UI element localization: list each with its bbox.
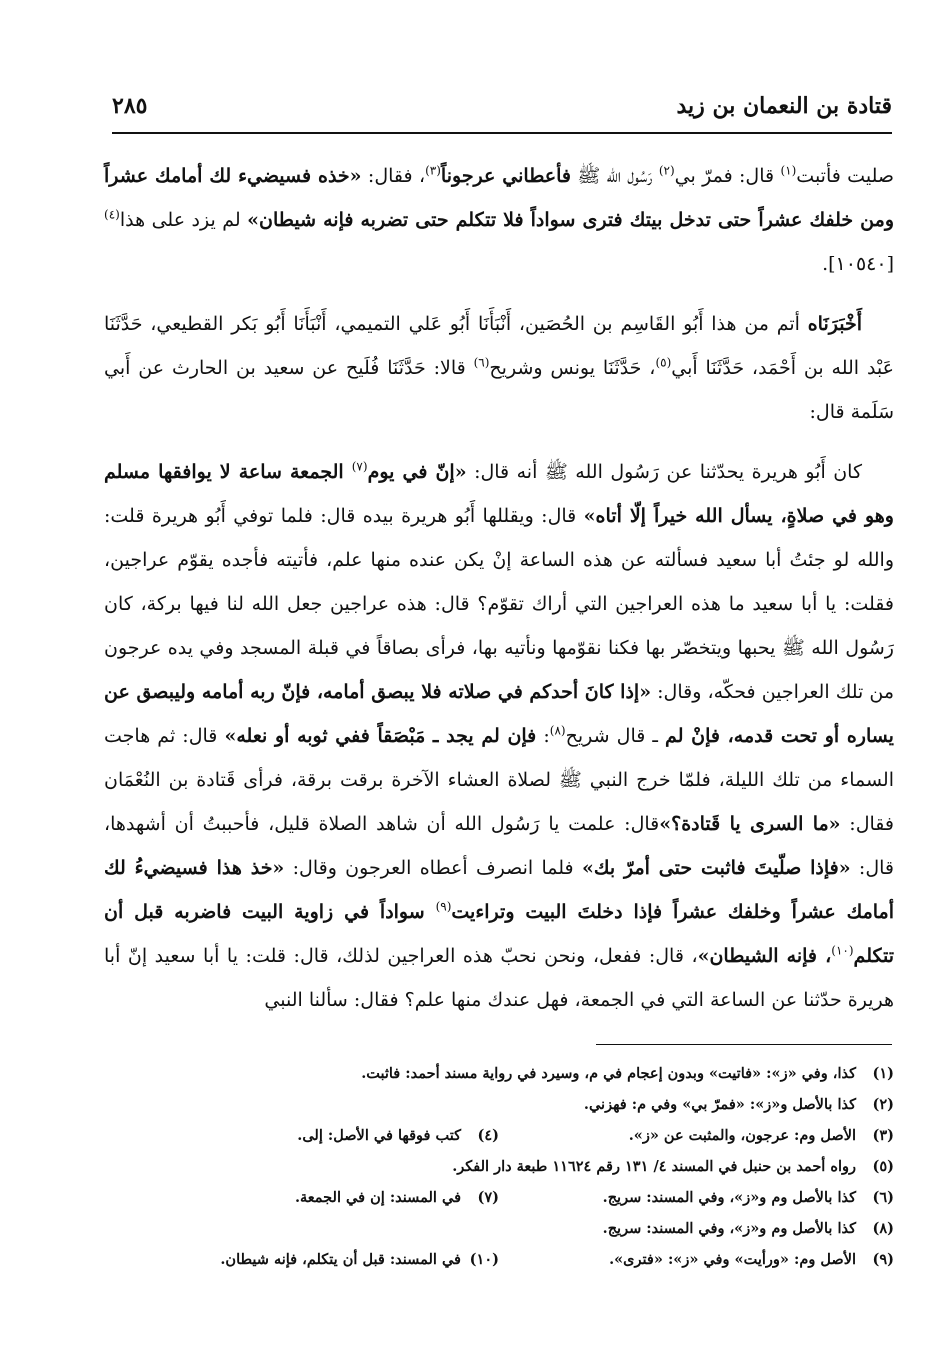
footnote-ref: (٣) xyxy=(425,163,441,178)
text-run: كان أَبُو هريرة يحدّثنا عن رَسُول الله ﷺ أنه قال: xyxy=(466,461,863,483)
text-run: صليت فأتبت xyxy=(796,165,894,187)
footnote-ref: (٥) xyxy=(655,355,672,370)
text-run: قال: علمت يا رَسُول الله أن شاهد الصلاة قليل، فأحببتُ أن أشهدها، قال: xyxy=(104,813,894,879)
text-run: أتم من هذا أَبُو القَاسِم بن الحُصَين، أَنْبَأَنَا أَبُو عَلي التميمي، أَنْبَأَنَا أَبُو بَكر القطيعي، حَدَّثَنَا عَبْد الله بن أَحْمَد، حَدَّثَنَا أَبي xyxy=(104,313,894,379)
page-number: ٢٨٥ xyxy=(112,93,148,119)
text-run: ، قال: ففعل، ونحن نحبّ هذه العراجين لذلك، قال: قلت: يا أبا سعيد إنّ أبا هريرة حدّثنا عن الساعة التي في الجمعة، فهل عندك منها علم؟ فقال: سألنا النبي xyxy=(104,945,894,1011)
footnote-number: (٢) xyxy=(872,1096,894,1113)
footnote xyxy=(104,1127,499,1144)
footnote-text: في المسند: قبل أن يتكلم، فإنه شيطان. xyxy=(220,1251,461,1268)
footnote-text: الأصل وم: عرجون، والمثبت عن «ز». xyxy=(628,1127,856,1144)
footnote-text: رواه أحمد بن حنبل في المسند ٤/ ١٣١ رقم ١١٦٢٤ طبعة دار الفكر. xyxy=(452,1158,856,1175)
footnote-ref: (٧) xyxy=(351,459,368,474)
footnote-number: (١٠) xyxy=(469,1251,499,1268)
text-run: «خذه فسيضيء لك أمامك عشراً ومن خلفك عشراً حتى تدخل بيتك فترى سواداً فلا تتكلم حتى تضربه فإنه شيطان» xyxy=(104,165,894,231)
text-run: سواداً في زاوية البيت فاضربه قبل أن تتكلم xyxy=(104,901,894,967)
footnote-number: (٩) xyxy=(872,1251,894,1268)
text-run: لم يزد على هذا xyxy=(119,209,248,231)
page-header xyxy=(112,88,892,124)
paragraph xyxy=(104,154,894,286)
footnote-ref: (٢) xyxy=(658,163,675,178)
footnote-text: في المسند: إن في الجمعة. xyxy=(294,1189,461,1206)
footnote-ref: (٦) xyxy=(473,355,490,370)
footnote-row xyxy=(104,1244,894,1275)
footnote-text: كذا بالأصل وم و«ز»، وفي المسند: سريج. xyxy=(602,1189,856,1206)
footnote-row xyxy=(104,1151,894,1182)
text-run: : xyxy=(536,725,550,747)
text-run: فأعطاني عرجوناً xyxy=(440,165,572,187)
footnote-text: الأصل وم: «ورأيت» وفي «ز»: «فترى». xyxy=(609,1251,856,1268)
text-run: الجمعة ساعة لا يوافقها مسلم وهو في صلاةٍ، يسأل الله خيراً إلّا أتاه» xyxy=(104,461,894,527)
footnote-row xyxy=(104,1089,894,1120)
footnote xyxy=(104,1096,894,1113)
footnote-row xyxy=(104,1058,894,1089)
footnote-number: (٤) xyxy=(477,1127,499,1144)
header-rule xyxy=(112,132,892,134)
footnote-number: (٨) xyxy=(872,1220,894,1237)
footnote xyxy=(499,1251,894,1268)
footnote-row xyxy=(104,1120,894,1151)
footnote-text: كتب فوقها في الأصل: إلى. xyxy=(297,1127,461,1144)
text-run: ، فإنه الشيطان» xyxy=(697,945,832,967)
footnote-ref: (٩) xyxy=(435,899,452,914)
footnote-text: كذا بالأصل وم و«ز»، وفي المسند: سريج. xyxy=(602,1220,856,1237)
text-run: قال: فمرّ بي xyxy=(674,165,781,187)
footnote-number: (١) xyxy=(872,1065,894,1082)
paragraph xyxy=(104,450,894,1022)
text-run: ـ قال شريح xyxy=(565,725,666,747)
footnote-text: كذا بالأصل و«ز»: «فمرّ بي» وفي م: فهزني. xyxy=(583,1096,856,1113)
text-run: قال: ثم هاجت السماء من تلك الليلة، فلمّا خرج النبي ﷺ لصلاة العشاء الآخرة برقت برقة، فرأى قَتادة بن النُعْمَان فقال: xyxy=(104,725,894,835)
footnote xyxy=(104,1189,499,1206)
text-run: قال: ويقللها أَبُو هريرة بيده قال: فلما توفي أَبُو هريرة قلت: والله لو جئتُ أبا سعيد فسألته عن هذه الساعة إنْ يكن عنده منها علم، فأتيته فأجده يقوّم عراجين، فقلت: يا أبا سعيد ما هذه العراجين التي أراك تقوّم؟ قال: هذه عراجين جعل الله لنا فيها بركة، كان رَسُول الله ﷺ يحبها ويتخصّر بها فكنا نقوّمها ونأتيه بها، فرأى بصاقاً في قبلة المسجد وفي يده عرجون من تلك العراجين فحكّه، وقال: xyxy=(104,505,894,703)
text-run: قالا: حَدَّثَنَا فُلَيح عن سعيد بن الحارث عن أَبي سَلَمة قال: xyxy=(104,357,894,423)
footnote-row xyxy=(104,1213,894,1244)
footnote-row xyxy=(104,1182,894,1213)
footnote-ref: (١) xyxy=(780,163,797,178)
running-title: قتادة بن النعمان بن زيد xyxy=(676,93,892,119)
footnote-number: (٦) xyxy=(872,1189,894,1206)
text-run: «إذا كانَ أحدكم في صلاته فلا يبصق أمامه، فإنّ ربه أمامه وليبصق عن يساره أو تحت قدمه، فإنْ لم xyxy=(104,681,894,747)
paragraph xyxy=(104,302,894,434)
footnote-ref: (١٠) xyxy=(831,943,854,958)
text-run: فلما انصرف أعطاه العرجون وقال: xyxy=(284,857,582,879)
footnote xyxy=(104,1251,499,1268)
footnote-number: (٥) xyxy=(872,1158,894,1175)
footnote-ref: (٨) xyxy=(549,723,566,738)
text-run: «خذ هذا فسيضيءُ لك أمامك عشراً وخلفك عشراً فإذا دخلتَ البيت وتراءيت xyxy=(104,857,895,923)
footnote-text: كذا، وفي «ز»: «فاتيت» وبدون إعجام في م، وسيرد في رواية مسند أحمد: فاثبت. xyxy=(361,1065,856,1082)
text-run: «فإذا صلّيتَ فاثبت حتى أمرّ بك» xyxy=(581,857,851,879)
footnote-number: (٧) xyxy=(477,1189,499,1206)
text-run: «ما السرى يا قَتادة؟» xyxy=(659,813,841,835)
text-run: ، حَدَّثَنَا يونس وشريح xyxy=(489,357,656,379)
text-run: [١٠٥٤٠]. xyxy=(822,253,894,275)
footnote-rule xyxy=(596,1044,892,1045)
text-run: «إنّ في يوم xyxy=(367,461,467,483)
footnote xyxy=(104,1065,894,1082)
footnote xyxy=(104,1220,894,1237)
text-run: رَسُول الله ﷺ xyxy=(571,165,659,187)
text-run: أَخْبَرَنَاه xyxy=(807,313,862,335)
main-text xyxy=(104,154,894,1038)
footnote xyxy=(499,1189,894,1206)
footnote-ref: (٤) xyxy=(104,207,120,222)
text-run: فإن لم يجد ـ مَبْصَقاً ففي ثوبه أو نعله» xyxy=(224,725,537,747)
footnote-number: (٣) xyxy=(872,1127,894,1144)
text-run: ، فقال: xyxy=(361,165,426,187)
footnote xyxy=(499,1127,894,1144)
footnote xyxy=(104,1158,894,1175)
footnotes xyxy=(104,1058,894,1275)
